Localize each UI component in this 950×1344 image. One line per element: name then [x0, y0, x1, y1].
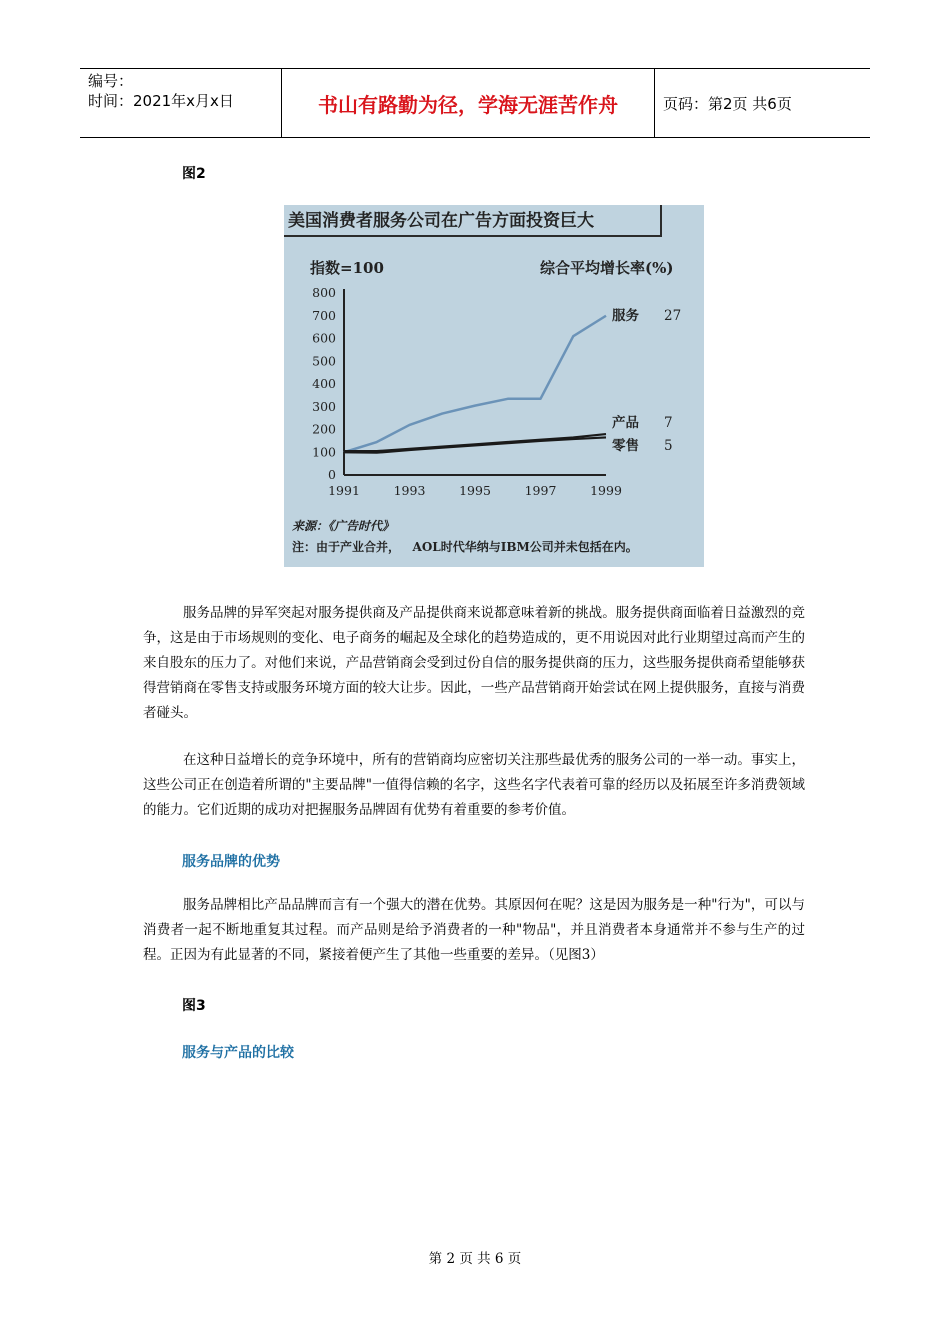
x-tick-label: 1995	[459, 483, 491, 498]
series-growth-2: 7	[664, 415, 673, 431]
y-tick-label: 0	[328, 467, 336, 482]
y-tick-label: 300	[312, 398, 336, 414]
y-tick-label: 600	[312, 330, 336, 346]
x-tick-label: 1999	[590, 483, 622, 498]
paragraph-2: 在这种日益增长的竞争环境中，所有的营销商均应密切关注那些最优秀的服务公司的一举一动。事实上，这些公司正在创造着所谓的"主要品牌"一值得信赖的名字，这些名字代表着可靠的经历以及拓展至许多消费领域的能力。它们近期的成功对把握服务品牌固有优势有着重要的参考价值。	[143, 752, 805, 818]
section-title-service-vs-product: 服务与产品的比较	[182, 1045, 294, 1061]
page-footer: 第 2 页 共 6 页	[428, 1251, 522, 1267]
series-line-1	[344, 316, 606, 453]
document-number: 编号：	[88, 72, 134, 90]
y-tick-label: 200	[312, 421, 336, 437]
paragraph-3: 服务品牌相比产品品牌而言有一个强大的潜在优势。其原因何在呢？这是因为服务是一种"行为"，可以与消费者一起不断地重复其过程。而产品则是给予消费者的一种"物品"，并且消费者本身通常并不参与生产的过程。正因为有此显著的不同，紧接着便产生了其他一些重要的差异。（见图3）	[143, 897, 805, 963]
paragraph-1: 服务品牌的异军突起对服务提供商及产品提供商来说都意味着新的挑战。服务提供商面临着日益激烈的竞争，这是由于市场规则的变化、电子商务的崛起及全球化的趋势造成的，更不用说因对此行业期望过高而产生的来自股东的压力了。对他们来说，产品营销商会受到过份自信的服务提供商的压力，这些服务提供商希望能够获得营销商在零售支持或服务环境方面的较大让步。因此，一些产品营销商开始尝试在网上提供服务，直接与消费者碰头。	[143, 605, 805, 721]
y-tick-label: 400	[312, 376, 336, 391]
chart-title: 美国消费者服务公司在广告方面投资巨大	[284, 205, 662, 237]
section-title-service-brand-advantage: 服务品牌的优势	[182, 854, 280, 870]
series-label-3: 零售	[612, 438, 639, 454]
chart-index-label: 指数=100	[310, 259, 384, 277]
figure-3-label: 图3	[182, 998, 206, 1014]
y-tick-label: 800	[312, 285, 336, 300]
series-label-1: 服务	[612, 308, 639, 324]
figure-2-chart	[284, 205, 704, 567]
chart-note: 注：由于产业合并， AOL时代华纳与IBM公司并未包括在内。	[292, 540, 638, 554]
chart-plot	[284, 205, 704, 567]
series-label-2: 产品	[612, 415, 639, 431]
x-tick-label: 1993	[393, 483, 426, 498]
y-tick-label: 700	[312, 307, 336, 323]
x-tick-label: 1991	[328, 483, 360, 498]
page-header	[80, 68, 870, 138]
series-growth-1: 27	[664, 308, 682, 324]
header-motto: 书山有路勤为径，学海无涯苦作舟	[281, 69, 655, 137]
document-time: 时间：2021年x月x日	[88, 92, 234, 110]
y-tick-label: 500	[312, 353, 336, 369]
chart-source: 来源：《广告时代》	[292, 519, 395, 533]
header-info	[80, 69, 280, 139]
figure-2-label: 图2	[182, 166, 206, 182]
chart-growth-label: 综合平均增长率(%)	[540, 259, 674, 277]
series-line-2	[344, 434, 606, 451]
series-growth-3: 5	[664, 438, 673, 454]
x-tick-label: 1997	[524, 483, 557, 498]
header-page-number: 页码：第2页 共6页	[663, 94, 792, 113]
y-tick-label: 100	[312, 444, 336, 460]
